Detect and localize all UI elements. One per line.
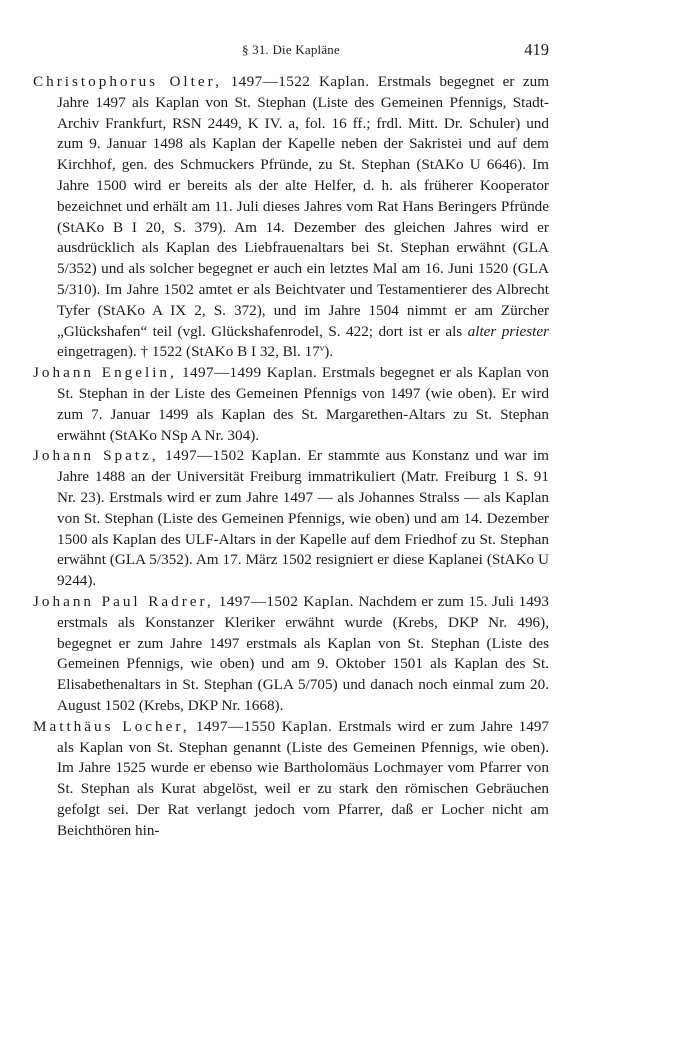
entry-years: 1497—1502 Kaplan. xyxy=(213,592,354,610)
entry-name: Christophorus Olter, xyxy=(33,73,222,90)
entry-years: 1497—1522 Kaplan. xyxy=(221,73,370,90)
entry-text-continued: eingetragen). † 1522 (StAKo B I 32, Bl. 17 xyxy=(57,343,320,361)
entry-years: 1497—1502 Kaplan. xyxy=(158,447,302,465)
entry-italic-quote: alter priester xyxy=(467,322,549,340)
entry-christophorus-olter xyxy=(33,72,549,363)
entry-name: Johann Spatz, xyxy=(33,447,159,465)
entry-name: Johann Engelin, xyxy=(33,364,177,382)
entry-johann-paul-radrer xyxy=(33,592,549,717)
entry-years: 1497—1499 Kaplan. xyxy=(176,364,318,382)
entry-text-end: ). xyxy=(324,343,334,361)
entry-text: Erstmals begegnet er zum Jahre 1497 als Kaplan von St. Stephan (Liste des Gemeinen Pfennigs, Stadt-Archiv Frankfurt, RSN 2449, K IV. a, fol. 16 ff.; frdl. Mitt. Dr. Schuler) und zum 9. Januar 1498 als Kaplan der Kapelle neben der Sakristei und auf dem Kirchhof, gen. des Schmuckers Pfründe, zu St. Stephan (StAKo U 6646). Im Jahre 1500 wird er bereits als der alte Helfer, d. h. als früherer Kooperator bezeichnet und erhält am 11. Juli dieses Jahres vom Rat Hans Beringers Pfründe (StAKo B I 20, S. 379). Am 14. Dezember des gleichen Jahres wird er ausdrücklich als Kaplan des Liebfrauenaltars bei St. Stephan erwähnt (GLA 5/352) und als solcher begegnet er auch ein letztes Mal am 16. Juni 1520 (GLA 5/310). Im Jahre 1502 amtet er als Beichtvater und Testamentierer des Albrecht Tyfer (StAKo A IX 2, S. 372), und im Jahre 1504 nimmt er am Zürcher „Glückshafen“ teil (vgl. Glückshafenrodel, S. 422; dort ist er als xyxy=(57,73,550,340)
entry-name: Johann Paul Radrer, xyxy=(33,592,214,610)
page-number: 419 xyxy=(524,40,549,59)
entry-superscript: v xyxy=(319,343,325,354)
body-text xyxy=(33,72,549,841)
running-head xyxy=(33,40,549,62)
entry-matthaeus-locher xyxy=(33,717,549,842)
entry-text: Nachdem er zum 15. Juli 1493 erstmals als Konstanzer Kleriker erwähnt wurde (Krebs, DKP Nr. 496), begegnet er zum Jahre 1497 erstmals als Kaplan von St. Stephan (Liste des Gemeinen Pfennigs, wie oben) und am 9. Oktober 1501 als Kaplan des St. Elisabethenaltars in St. Stephan (GLA 5/705) und danach noch einmal zum 20. August 1502 (Krebs, DKP Nr. 1668). xyxy=(57,592,549,714)
entry-text: Erstmals begegnet er als Kaplan von St. Stephan in der Liste des Gemeinen Pfennigs von 1497 (wie oben). Er wird zum 7. Januar 1499 als Kaplan des St. Margarethen-Altars zu St. Stephan erwähnt (StAKo NSp A Nr. 304). xyxy=(57,364,550,444)
section-title: § 31. Die Kapläne xyxy=(242,42,340,57)
entry-johann-spatz xyxy=(33,446,549,592)
entry-name: Matthäus Locher, xyxy=(33,717,190,735)
entry-text: Erstmals wird er zum Jahre 1497 als Kaplan von St. Stephan genannt (Liste des Gemeinen Pfennigs, wie oben). Im Jahre 1525 wurde er ebenso wie Bartholomäus Lochmayer vom Pfarrer von St. Stephan als Kurat abgelöst, weil er zu stark den römischen Gebräuchen gefolgt sei. Der Rat verlangt jedoch vom Pfarrer, daß er Locher nicht am Beichthören hin- xyxy=(57,717,550,839)
entry-years: 1497—1550 Kaplan. xyxy=(189,717,333,735)
entry-johann-engelin xyxy=(33,363,549,446)
entry-text: Er stammte aus Konstanz und war im Jahre 1488 an der Universität Freiburg immatrikuliert (Matr. Freiburg 1 S. 91 Nr. 23). Erstmals wird er zum Jahre 1497 — als Johannes Stralss — als Kaplan von St. Stephan (Liste des Gemeinen Pfennigs, wie oben) und am 14. Dezember 1500 als Kaplan des ULF-Altars in der Kapelle auf dem Friedhof zu St. Stephan erwähnt (GLA 5/352). Am 17. März 1502 resigniert er diese Kaplanei (StAKo U 9244). xyxy=(57,447,549,590)
